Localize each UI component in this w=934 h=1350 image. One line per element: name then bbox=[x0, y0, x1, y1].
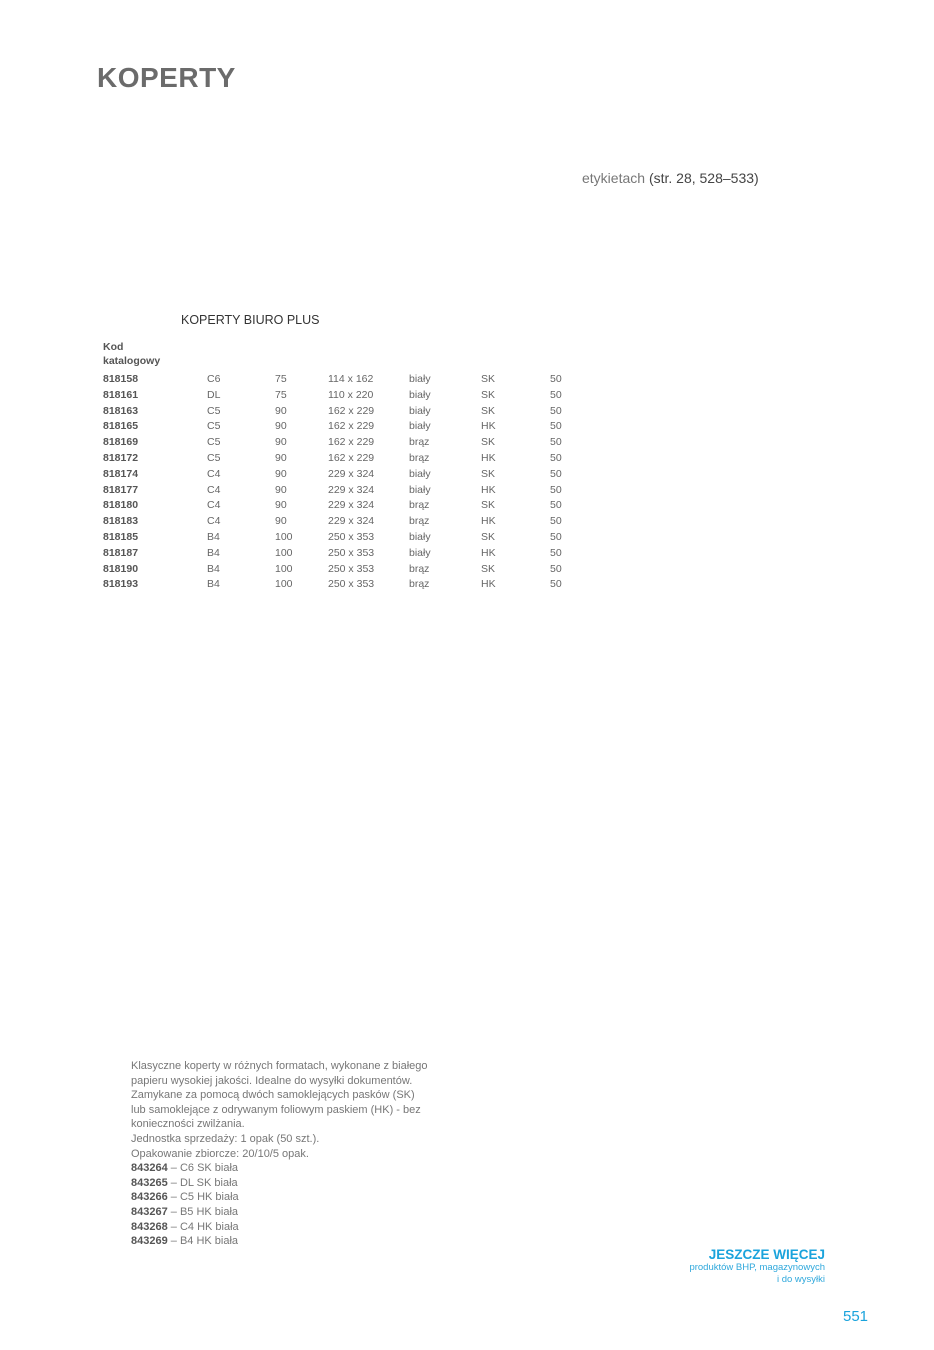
cell-catalog-code: 818180 bbox=[103, 499, 139, 512]
cell-grammage: 100 bbox=[275, 530, 293, 543]
related-product-text: – C5 HK biała bbox=[167, 1191, 239, 1204]
cell-catalog-code: 818163 bbox=[103, 404, 139, 417]
cell-dimensions: 229 x 324 bbox=[328, 515, 375, 528]
table-row bbox=[0, 531, 934, 547]
cell-catalog-code: 818183 bbox=[103, 515, 139, 528]
cell-closure: HK bbox=[481, 483, 496, 496]
cell-color: brąz bbox=[409, 562, 430, 575]
cell-catalog-code: 818169 bbox=[103, 436, 139, 449]
related-product-code: 843266 bbox=[131, 1191, 168, 1204]
table-row bbox=[0, 436, 934, 452]
cell-quantity: 50 bbox=[550, 483, 562, 496]
cell-color: brąz bbox=[409, 436, 430, 449]
cell-catalog-code: 818193 bbox=[103, 578, 139, 591]
cell-quantity: 50 bbox=[550, 373, 562, 385]
cell-closure: SK bbox=[481, 373, 496, 385]
table-row bbox=[0, 373, 934, 389]
cell-format: C4 bbox=[207, 515, 221, 528]
product-table bbox=[0, 373, 934, 594]
cell-color: biały bbox=[409, 530, 431, 543]
cell-closure: HK bbox=[481, 546, 496, 559]
cell-dimensions: 162 x 229 bbox=[328, 404, 375, 417]
cross-reference-note bbox=[582, 170, 759, 186]
cell-grammage: 90 bbox=[275, 436, 287, 449]
column-header-code-line1: Kod bbox=[103, 341, 124, 353]
table-row bbox=[0, 452, 934, 468]
cell-closure: SK bbox=[481, 467, 496, 480]
table-row bbox=[0, 578, 934, 594]
cell-color: biały bbox=[409, 420, 431, 433]
cell-quantity: 50 bbox=[550, 562, 562, 575]
cell-grammage: 100 bbox=[275, 578, 293, 591]
cell-grammage: 90 bbox=[275, 420, 287, 433]
cell-catalog-code: 818172 bbox=[103, 451, 139, 464]
table-row bbox=[0, 389, 934, 405]
related-product-item bbox=[131, 1220, 451, 1235]
cell-color: biały bbox=[409, 483, 431, 496]
cell-dimensions: 250 x 353 bbox=[328, 578, 375, 591]
cell-grammage: 100 bbox=[275, 546, 293, 559]
cell-format: DL bbox=[207, 388, 221, 401]
table-row bbox=[0, 563, 934, 579]
cell-closure: SK bbox=[481, 499, 496, 512]
cell-closure: SK bbox=[481, 562, 496, 575]
cell-closure: SK bbox=[481, 404, 496, 417]
cell-grammage: 75 bbox=[275, 388, 287, 401]
cell-color: brąz bbox=[409, 515, 430, 528]
related-product-code: 843264 bbox=[131, 1162, 168, 1175]
cell-color: brąz bbox=[409, 578, 430, 591]
cell-grammage: 90 bbox=[275, 499, 287, 512]
cell-catalog-code: 818190 bbox=[103, 562, 139, 575]
cell-format: C5 bbox=[207, 420, 221, 433]
cell-catalog-code: 818161 bbox=[103, 388, 139, 401]
cell-quantity: 50 bbox=[550, 578, 562, 591]
cell-quantity: 50 bbox=[550, 420, 562, 433]
cell-closure: SK bbox=[481, 388, 496, 401]
cell-dimensions: 250 x 353 bbox=[328, 530, 375, 543]
cell-color: biały bbox=[409, 388, 431, 401]
related-product-code: 843267 bbox=[131, 1205, 168, 1218]
cell-color: biały bbox=[409, 373, 431, 385]
cell-format: B4 bbox=[207, 578, 220, 591]
cell-quantity: 50 bbox=[550, 530, 562, 543]
cell-quantity: 50 bbox=[550, 546, 562, 559]
cell-dimensions: 250 x 353 bbox=[328, 562, 375, 575]
related-product-code: 843268 bbox=[131, 1220, 168, 1233]
cell-dimensions: 250 x 353 bbox=[328, 546, 375, 559]
cell-format: C4 bbox=[207, 483, 221, 496]
page-number: 551 bbox=[843, 1308, 869, 1325]
cell-color: biały bbox=[409, 546, 431, 559]
related-product-item bbox=[131, 1190, 451, 1205]
cell-grammage: 90 bbox=[275, 467, 287, 480]
description-line: Klasyczne koperty w różnych formatach, wykonane z białego bbox=[131, 1060, 428, 1072]
cell-closure: SK bbox=[481, 530, 496, 543]
cell-dimensions: 162 x 229 bbox=[328, 420, 375, 433]
description-line: Opakowanie zbiorcze: 20/10/5 opak. bbox=[131, 1147, 309, 1160]
cell-color: biały bbox=[409, 404, 431, 417]
table-row bbox=[0, 547, 934, 563]
cell-format: B4 bbox=[207, 562, 220, 575]
cell-dimensions: 114 x 162 bbox=[328, 373, 374, 385]
cell-dimensions: 229 x 324 bbox=[328, 483, 375, 496]
cell-catalog-code: 818185 bbox=[103, 530, 139, 543]
related-product-text: – B5 HK biała bbox=[167, 1205, 239, 1218]
cell-closure: HK bbox=[481, 578, 496, 591]
cell-format: B4 bbox=[207, 546, 220, 559]
cell-color: biały bbox=[409, 467, 431, 480]
cell-grammage: 90 bbox=[275, 515, 287, 528]
page-title: KOPERTY bbox=[97, 62, 236, 93]
description-line: lub samoklejące z odrywanym foliowym paskiem (HK) - bez bbox=[131, 1103, 421, 1116]
cell-catalog-code: 818187 bbox=[103, 546, 139, 559]
related-product-text: – C6 SK biała bbox=[167, 1162, 239, 1175]
cell-quantity: 50 bbox=[550, 436, 562, 449]
cell-format: C5 bbox=[207, 404, 221, 417]
cell-dimensions: 229 x 324 bbox=[328, 467, 375, 480]
table-row bbox=[0, 468, 934, 484]
cell-quantity: 50 bbox=[550, 388, 562, 401]
product-description bbox=[131, 1059, 451, 1249]
cell-closure: HK bbox=[481, 420, 496, 433]
more-products-heading: JESZCZE WIĘCEJ bbox=[708, 1247, 825, 1262]
cell-format: C6 bbox=[207, 373, 221, 385]
more-products-box[interactable] bbox=[689, 1247, 825, 1286]
table-row bbox=[0, 420, 934, 436]
cell-catalog-code: 818165 bbox=[103, 420, 139, 433]
cell-catalog-code: 818174 bbox=[103, 467, 139, 480]
description-line: Zamykane za pomocą dwóch samoklejących pasków (SK) bbox=[131, 1089, 415, 1102]
table-row bbox=[0, 405, 934, 421]
cell-closure: SK bbox=[481, 436, 496, 449]
column-header-code bbox=[103, 340, 160, 368]
cell-quantity: 50 bbox=[550, 404, 562, 417]
table-title: KOPERTY BIURO PLUS bbox=[181, 313, 320, 327]
more-products-line1: produktów BHP, magazynowych bbox=[689, 1262, 825, 1273]
table-row bbox=[0, 484, 934, 500]
related-product-text: – C4 HK biała bbox=[167, 1220, 239, 1233]
related-product-item bbox=[131, 1234, 451, 1249]
cell-format: B4 bbox=[207, 530, 220, 543]
related-product-text: – B4 HK biała bbox=[167, 1235, 239, 1248]
cell-dimensions: 162 x 229 bbox=[328, 436, 375, 449]
cell-quantity: 50 bbox=[550, 515, 562, 528]
more-products-line2: i do wysyłki bbox=[776, 1274, 825, 1285]
cell-dimensions: 110 x 220 bbox=[328, 388, 374, 401]
related-product-code: 843269 bbox=[131, 1235, 168, 1248]
cell-catalog-code: 818177 bbox=[103, 483, 139, 496]
cell-format: C4 bbox=[207, 467, 221, 480]
cell-format: C5 bbox=[207, 436, 221, 449]
cell-grammage: 75 bbox=[275, 373, 287, 385]
cell-dimensions: 229 x 324 bbox=[328, 499, 375, 512]
cell-quantity: 50 bbox=[550, 467, 562, 480]
cell-color: brąz bbox=[409, 451, 430, 464]
cell-format: C4 bbox=[207, 499, 221, 512]
note-page-ref: (str. 28, 528–533) bbox=[648, 170, 759, 186]
column-header-code-line2: katalogowy bbox=[103, 355, 161, 367]
cell-color: brąz bbox=[409, 499, 430, 512]
related-product-text: – DL SK biała bbox=[167, 1176, 238, 1189]
description-line: Jednostka sprzedaży: 1 opak (50 szt.). bbox=[131, 1132, 320, 1145]
cell-grammage: 100 bbox=[275, 562, 293, 575]
related-product-item bbox=[131, 1205, 451, 1220]
cell-dimensions: 162 x 229 bbox=[328, 451, 375, 464]
cell-grammage: 90 bbox=[275, 404, 287, 417]
related-product-item bbox=[131, 1161, 451, 1176]
cell-format: C5 bbox=[207, 451, 221, 464]
table-row bbox=[0, 515, 934, 531]
cell-quantity: 50 bbox=[550, 451, 562, 464]
table-row bbox=[0, 499, 934, 515]
cell-quantity: 50 bbox=[550, 499, 562, 512]
cell-grammage: 90 bbox=[275, 451, 287, 464]
related-product-code: 843265 bbox=[131, 1176, 168, 1189]
cell-grammage: 90 bbox=[275, 483, 287, 496]
note-text: etykietach bbox=[582, 170, 649, 186]
cell-catalog-code: 818158 bbox=[103, 373, 139, 385]
cell-closure: HK bbox=[481, 451, 496, 464]
related-product-item bbox=[131, 1176, 451, 1191]
description-line: konieczności zwilżania. bbox=[131, 1118, 245, 1131]
cell-closure: HK bbox=[481, 515, 496, 528]
description-line: papieru wysokiej jakości. Idealne do wysyłki dokumentów. bbox=[131, 1074, 413, 1087]
